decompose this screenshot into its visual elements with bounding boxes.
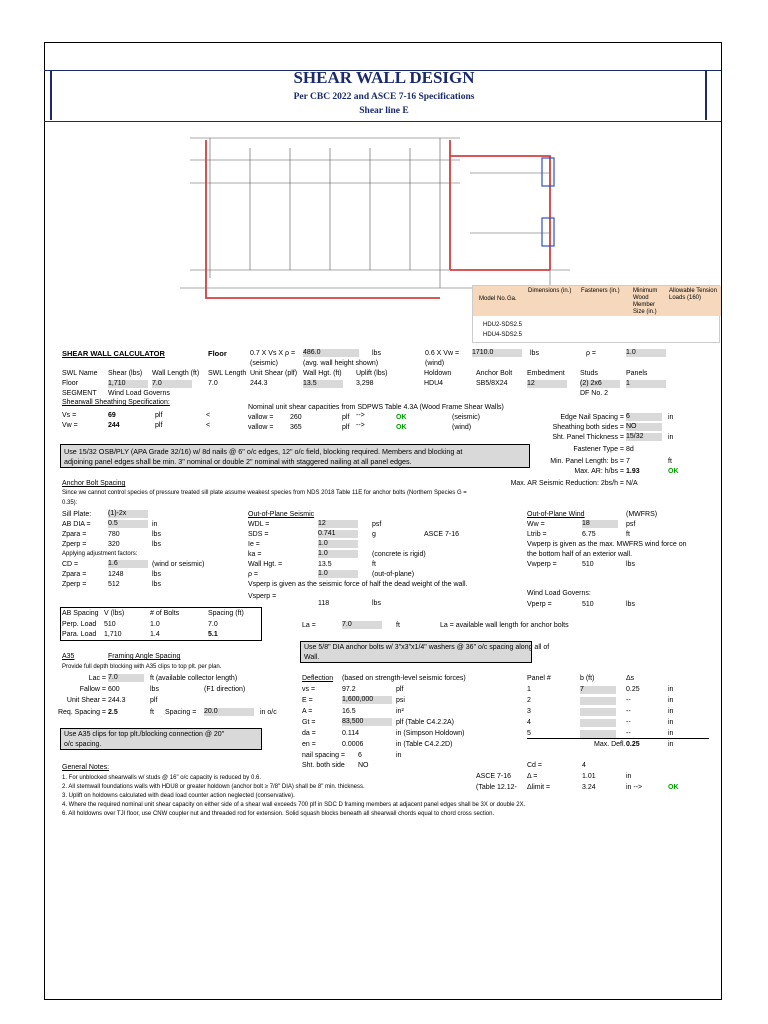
vw-unit: plf [155, 422, 163, 429]
thk-unit: in [668, 434, 674, 441]
ie-label: Ie = [248, 541, 260, 548]
sheathing-note-1: Use 15/32 OSB/PLY (APA Grade 32/16) w/ 8d nails @ 6" o/c edges, 12" o/c field, blocking required. Members and blocking at [64, 447, 463, 456]
ab-spacing-cell: 7.0 [208, 621, 218, 628]
vsperp-value: 118 [318, 600, 330, 607]
req-value: 2.5 [108, 709, 118, 716]
ns-label: nail spacing = [302, 752, 346, 759]
zpara2-label: Zpara = [62, 571, 87, 578]
zperp2-label: Zperp = [62, 581, 87, 588]
e-unit: psi [396, 697, 405, 704]
sp-value: 20.0 [204, 708, 254, 716]
rho-value: 1.0 [626, 349, 666, 357]
lac-value: 7.0 [108, 674, 144, 682]
wh-label: Wall Hgt. = [248, 561, 283, 568]
req-label: Req. Spacing = [57, 709, 106, 716]
sheathing-spec-box [60, 444, 530, 468]
vallow-s-label: vallow = [248, 414, 274, 421]
panel-cell: in [668, 730, 674, 737]
asce2-label: ASCE 7-16 [476, 773, 512, 780]
seismic-label: (seismic) [452, 414, 480, 421]
minlen-value: 7 [626, 458, 630, 465]
arrow-2: --> [356, 422, 365, 429]
wdl-value: 12 [318, 520, 358, 528]
calc-data-cell: 7.0 [208, 380, 218, 387]
seis-label: 0.7 X Vs X ρ = [250, 350, 296, 357]
spec-row-1: HDU2-SDS2.5 [483, 322, 523, 328]
ab-spacing-cell: 1.0 [150, 621, 160, 628]
spec-dim-header: Dimensions (in.) [528, 288, 572, 294]
calc-data-cell: 3,298 [356, 380, 374, 387]
ab-label: AB DIA = [62, 521, 91, 528]
ie-value: 1.0 [318, 540, 358, 548]
spec-load-header: Allowable Tension Loads (160) [669, 288, 717, 301]
wdl-unit: psf [372, 521, 382, 528]
a35-title-2: Framing Angle Spacing [108, 653, 181, 660]
minlen-label: Min. Panel Length: bs = [550, 458, 624, 465]
ar-value: 1.93 [626, 468, 640, 475]
shearline-title: Shear line E [359, 106, 409, 116]
cd-value: 1.6 [108, 560, 148, 568]
vs-value: 69 [108, 412, 116, 419]
vallow-s-unit: plf [342, 414, 350, 421]
oop-seismic-title: Out-of-Plane Seismic [248, 511, 315, 518]
gt-label: Gt = [302, 719, 316, 726]
us-label: Unit Shear = [66, 697, 106, 704]
calc-header-cell: Panels [626, 370, 648, 377]
cd-note: (wind or seismic) [152, 561, 205, 568]
da-unit: in (Simpson Holdown) [396, 730, 465, 737]
a35-use-2: o/c spacing. [64, 741, 102, 748]
lim-ok: OK [668, 784, 679, 791]
seis-value: 486.0 [303, 349, 359, 357]
vw-label: Vw = [62, 422, 78, 429]
wh-unit: ft [372, 561, 376, 568]
max-defl-value: 0.25 [626, 741, 640, 748]
holdown-spec-table [472, 285, 720, 343]
calc-data-cell: 1 [626, 380, 666, 388]
page-title: SHEAR WALL DESIGN [293, 68, 475, 87]
panel-cell [580, 697, 616, 705]
panel-cell [580, 719, 616, 727]
zperp2-unit: lbs [152, 581, 161, 588]
thk-label: Sht. Panel Thickness = [552, 434, 624, 441]
ww-unit: psf [626, 521, 636, 528]
ab-spacing-cell: 510 [104, 621, 116, 628]
defl-title: Deflection [302, 675, 334, 682]
general-note: 6. All holdowns over TJI floor, use CNW coupler nut and threaded rod for extension. Solid squash blocks beneath all shearwall chords equal to chord cross section. [62, 811, 495, 817]
la-label: La = [302, 622, 316, 629]
seis-note: (seismic) [250, 360, 278, 367]
ar-ok: OK [668, 468, 679, 475]
calc-header-cell: Wall Hgt. (ft) [303, 370, 342, 377]
general-note: 2. All stemwall foundations walls with HDU8 or greater holdown (anchor bolt ≥ 7/8" DIA) shall be 8" min. thickness. [62, 784, 365, 790]
ar-red-label: Max. AR Seismic Reduction: 2bs/h = [510, 480, 624, 487]
sp-unit: in o/c [260, 709, 277, 716]
anchor-use-2: Wall. [304, 654, 320, 661]
vw-value: 244 [108, 422, 120, 429]
panel-cell: -- [626, 708, 631, 715]
calc-header-cell: Uplift (lbs) [356, 370, 388, 377]
wind-governs: Wind Load Governs [108, 390, 170, 397]
la-value: 7.0 [342, 621, 382, 629]
fallow-unit: lbs [150, 686, 159, 693]
seis-ok: OK [396, 414, 407, 421]
panel-cell: -- [626, 697, 631, 704]
floor-label: Floor [208, 349, 227, 358]
delta-value: 1.01 [582, 773, 596, 780]
lac-label: Lac = [88, 675, 106, 682]
anchor-title: Anchor Bolt Spacing [62, 480, 126, 487]
panel-cell: 1 [527, 686, 531, 693]
la-note: La = available wall length for anchor bolts [440, 622, 569, 629]
vallow-s-value: 260 [290, 414, 302, 421]
both-label: Sheathing both sides = [552, 424, 624, 431]
gt-unit: plf (Table C4.2.2A) [396, 719, 454, 726]
rho-label: ρ = [586, 350, 597, 357]
spec-wood-header: Minimum Wood Member Size (in.) [633, 288, 658, 315]
ltrib-value: 6.75 [582, 531, 596, 538]
hdr-note: (avg. wall height shown) [303, 360, 379, 367]
sb-value: NO [358, 762, 369, 769]
vsperp-label: Vsperp = [248, 593, 277, 600]
panel-cell [580, 730, 616, 738]
general-note: 3. Uplift on holdowns calculated with dead load counter action neglected (conservative). [62, 793, 295, 799]
sb-label: Sht. both side [302, 762, 345, 769]
calc-header-cell: Shear (lbs) [108, 370, 143, 377]
fallow-label: Fallow = [79, 686, 106, 693]
vwperp-value: 510 [582, 561, 594, 568]
panel-cell: 4 [527, 719, 531, 726]
a35-use-box [60, 728, 262, 750]
us-value: 244.3 [108, 697, 126, 704]
calc-header-cell: SWL Name [62, 370, 98, 377]
zpara2-unit: lbs [152, 571, 161, 578]
ab-spacing-header: AB Spacing [62, 610, 99, 617]
adj-note: Applying adjustment factors: [62, 551, 138, 557]
ab-spacing-cell: 1,710 [104, 631, 122, 638]
defl-rule [527, 738, 709, 739]
zpara2-value: 1248 [108, 571, 124, 578]
panel-cell: 7 [580, 686, 616, 694]
zperp2-value: 512 [108, 581, 120, 588]
calc-data-cell: 12 [527, 380, 567, 388]
lim-value: 3.24 [582, 784, 596, 791]
ab-spacing-cell: 1.4 [150, 631, 160, 638]
vs2-label: vs = [302, 686, 316, 693]
sp-label: Spacing = [165, 709, 197, 716]
calc-header-cell: Unit Shear (plf) [250, 370, 298, 377]
nominal-note: Nominal unit shear capacities from SDPWS Table 4.3A (Wood Frame Shear Walls) [248, 404, 504, 411]
general-note: 4. Where the required nominal unit shear capacity on either side of a shear wall exceeds 700 plf in SDC D framing members at adjacent panel edges shall be 3X or double 2X. [62, 802, 526, 808]
ww-label: Ww = [527, 521, 545, 528]
calc-data-cell: (2) 2x6 [580, 380, 620, 388]
panel-cell: -- [626, 730, 631, 737]
panel-cell: 3 [527, 708, 531, 715]
panel-cell: in [668, 697, 674, 704]
df-grade: DF No. 2 [580, 390, 609, 397]
vallow-w-value: 365 [290, 424, 302, 431]
panel-header: b (ft) [580, 675, 595, 682]
zperp-label: Zperp = [62, 541, 87, 548]
en-value: 0.0006 [342, 741, 364, 748]
delta-unit: in [626, 773, 632, 780]
ww-value: 18 [582, 520, 618, 528]
wind-note: (wind) [425, 360, 445, 367]
calc-data-cell: 7.0 [152, 380, 192, 388]
ar-label: Max. AR: h/bs = [574, 468, 624, 475]
fallow-note: (F1 direction) [204, 686, 246, 693]
e-value: 1,600,000 [342, 696, 392, 704]
en-unit: in (Table C4.2.2D) [396, 741, 453, 748]
edge-value: 6 [626, 413, 662, 421]
max-defl-label: Max. Defl. [594, 741, 626, 748]
general-note: 1. For unblocked shearwalls w/ studs @ 16" o/c capacity is reduced by 0.6. [62, 775, 261, 781]
a-value: 16.5 [342, 708, 356, 715]
panel-cell: 2 [527, 697, 531, 704]
sill-value: (1)-2x [108, 510, 148, 518]
vperp-label: Vperp = [527, 601, 552, 608]
a35-title: A35 [62, 653, 75, 660]
sill-label: Sill Plate: [62, 511, 92, 518]
wind-label: 0.6 X Vw = [425, 350, 460, 357]
edge-label: Edge Nail Spacing = [560, 414, 624, 421]
vw-lt: < [206, 422, 211, 429]
max-defl-unit: in [668, 741, 674, 748]
lim-label: Δlimit = [527, 784, 551, 791]
vsperp-unit: lbs [372, 600, 381, 607]
a35-note: Provide full depth blocking with A35 clips to top plt. per plan. [62, 664, 222, 670]
vs2-value: 97.2 [342, 686, 356, 693]
gt-value: 83,500 [342, 718, 392, 726]
wind-unit: lbs [530, 350, 539, 357]
a-unit: in² [396, 708, 404, 715]
rho2-note: (out-of-plane) [372, 571, 415, 578]
vwperp-label: Vwperp = [527, 561, 557, 568]
wh-value: 13.5 [318, 561, 332, 568]
panel-cell: 0.25 [626, 686, 640, 693]
panel-cell: in [668, 686, 674, 693]
ar-red-value: N/A [626, 480, 638, 487]
panel-cell [580, 708, 616, 716]
a35-use-1: Use A35 clips for top plt./blocking connection @ 20" [64, 731, 225, 738]
fastener-label: Fastener Type = [573, 446, 624, 453]
ab-unit: in [152, 521, 158, 528]
delta-label: Δ = [527, 773, 538, 780]
ab-spacing-cell: Para. Load [62, 631, 97, 638]
table-ref: (Table 12.12- [476, 784, 517, 791]
calc-header-cell: Wall Length (ft) [152, 370, 200, 377]
vallow-w-label: vallow = [248, 424, 274, 431]
da-label: da = [302, 730, 316, 737]
spec-fast-header: Fasteners (in.) [581, 288, 620, 294]
wind-value: 1710.0 [472, 349, 522, 357]
sds-value: 0.741 [318, 530, 358, 538]
panel-cell: in [668, 719, 674, 726]
a-label: A = [302, 708, 313, 715]
e-label: E = [302, 697, 313, 704]
zperp-unit: lbs [152, 541, 161, 548]
header-bottom-rule [44, 121, 721, 122]
panel-header: Panel # [527, 675, 551, 682]
since-note: Since we cannot control species of pressure treated sill plate assume weakest species from NDS 2018 Table 11E for anchor bolts (Northern Species G = [62, 490, 467, 496]
wind-label2: (wind) [452, 424, 472, 431]
sheathing-title: Shearwall Sheathing Specification: [62, 399, 170, 406]
us-unit: plf [150, 697, 158, 704]
vw-note-2: the bottom half of an exterior wall. [527, 551, 633, 558]
ab-value: 0.5 [108, 520, 148, 528]
cd2-label: Cd = [527, 762, 542, 769]
panel-cell: -- [626, 719, 631, 726]
vs-unit: plf [155, 412, 163, 419]
mwfrs-label: (MWFRS) [626, 511, 658, 518]
panel-cell: in [668, 708, 674, 715]
zpara-label: Zpara = [62, 531, 87, 538]
fastener-value: 8d [626, 446, 634, 453]
oop-wind-title: Out-of-Plane Wind [527, 511, 585, 518]
since-note-2: 0.35): [62, 500, 78, 506]
calc-data-cell: 13.5 [303, 380, 343, 388]
vs2-unit: plf [396, 686, 404, 693]
sheathing-note-2: adjoining panel edges shall be min. 3" nominal or double 2" nominal with staggered nailing at all panel edges. [64, 457, 412, 466]
calc-data-cell: SB5/8X24 [476, 380, 508, 387]
calc-header-cell: Anchor Bolt [476, 370, 513, 377]
defl-note: (based on strength-level seismic forces) [342, 675, 466, 682]
both-value: NO [626, 423, 662, 431]
la-unit: ft [396, 622, 400, 629]
minlen-unit: ft [668, 458, 672, 465]
anchor-use-box [300, 641, 550, 663]
ns-value: 6 [358, 752, 362, 759]
zpara-unit: lbs [152, 531, 161, 538]
spec-ga-header: Ga. [507, 296, 517, 302]
vw-note-1: Vwperp is given as the max. MWFRS wind force on [527, 541, 687, 548]
arrow-1: --> [356, 412, 365, 419]
calc-header-cell: Studs [580, 370, 598, 377]
ab-spacing-header: # of Bolts [150, 610, 180, 617]
ka-value: 1.0 [318, 550, 358, 558]
wind-ok: OK [396, 424, 407, 431]
edge-unit: in [668, 414, 674, 421]
wind-governs-label: Wind Load Governs: [527, 590, 591, 597]
spec-model-header: Model No. [479, 296, 507, 302]
rho2-value: 1.0 [318, 570, 358, 578]
notes-title: General Notes: [62, 764, 110, 771]
vs-lt: < [206, 412, 211, 419]
req-unit: ft [150, 709, 154, 716]
thk-value: 15/32 [626, 433, 662, 441]
ab-spacing-cell: Perp. Load [62, 621, 97, 628]
vperp-value: 510 [582, 601, 594, 608]
sds-label: SDS = [248, 531, 269, 538]
calc-header-cell: Embedment [527, 370, 565, 377]
ab-spacing-header: V (lbs) [104, 610, 125, 617]
da-value: 0.114 [342, 730, 359, 737]
vs-label: Vs = [62, 412, 77, 419]
spec-row-2: HDU4-SDS2.5 [483, 332, 523, 338]
ka-note: (concrete is rigid) [372, 551, 426, 558]
segment-label: SEGMENT [62, 390, 97, 397]
asce-label: ASCE 7-16 [424, 531, 460, 538]
ab-spacing-header: Spacing (ft) [208, 610, 244, 617]
ltrib-unit: ft [626, 531, 630, 538]
calc-data-cell: HDU4 [424, 380, 444, 387]
zperp-value: 320 [108, 541, 120, 548]
vperp-unit: lbs [626, 601, 635, 608]
panel-header: Δs [626, 675, 635, 682]
panel-cell: 5 [527, 730, 531, 737]
calc-data-cell: Floor [62, 380, 78, 387]
lim-unit: in --> [626, 784, 643, 791]
en-label: en = [302, 741, 316, 748]
rho2-label: ρ = [248, 571, 259, 578]
calc-data-cell: 244.3 [250, 380, 268, 387]
calc-header-cell: SWL Length [208, 370, 247, 377]
ab-spacing-cell: 5.1 [208, 631, 218, 638]
sds-unit: g [372, 531, 376, 538]
lac-note: ft (available collector length) [150, 675, 238, 682]
ltrib-label: Ltrib = [527, 531, 547, 538]
calc-title: SHEAR WALL CALCULATOR [62, 349, 165, 358]
vallow-w-unit: plf [342, 424, 350, 431]
fallow-value: 600 [108, 686, 120, 693]
seis-unit: lbs [372, 350, 381, 357]
ns-unit: in [396, 752, 402, 759]
page-subtitle: Per CBC 2022 and ASCE 7-16 Specifications [293, 92, 475, 102]
calc-data-cell: 1,710 [108, 380, 148, 388]
wdl-label: WDL = [248, 521, 270, 528]
vsperp-note: Vsperp is given as the seismic force of half the dead weight of the wall. [248, 581, 468, 588]
cd2-value: 4 [582, 762, 586, 769]
ka-label: ka = [248, 551, 262, 558]
anchor-use-1: Use 5/8" DIA anchor bolts w/ 3"x3"x1/4" washers @ 36" o/c spacing along all of [304, 644, 550, 651]
calc-header-cell: Holdown [424, 370, 452, 377]
cd-label: CD = [62, 561, 79, 568]
zpara-value: 780 [108, 531, 120, 538]
vwperp-unit: lbs [626, 561, 635, 568]
